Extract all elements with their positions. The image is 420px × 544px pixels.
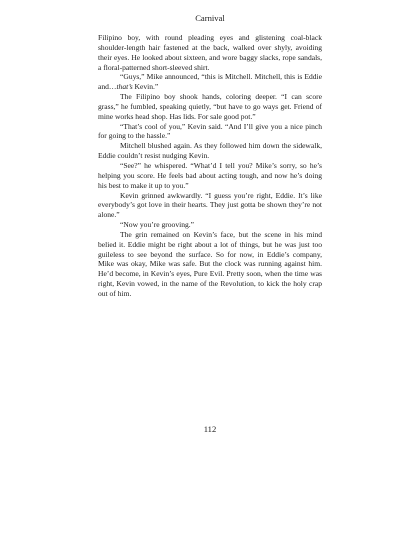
paragraph	[98, 72, 322, 92]
paragraph	[98, 33, 322, 72]
paragraph-text: “Now you’re grooving.”	[120, 220, 194, 230]
paragraph-text: Kevin.”	[132, 82, 159, 92]
paragraph	[98, 220, 322, 230]
paragraph	[98, 92, 322, 122]
italic-text: that’s	[116, 82, 133, 92]
running-head: Carnival	[195, 13, 225, 23]
paragraph-text: Kevin grinned awkwardly. “I guess you’re right, Eddie. It’s like everybody’s got love in their hearts. They just gotta be shown they’re not alone.”	[98, 190, 322, 220]
paragraph	[98, 161, 322, 191]
paragraph	[98, 230, 322, 299]
paragraph	[98, 122, 322, 142]
paragraph-text: “That’s cool of you,” Kevin said. “And I’ll give you a nice pinch for going to the hassle.”	[98, 121, 322, 141]
paragraph-text: The Filipino boy shook hands, coloring deeper. “I can score grass,” he fumbled, speaking quietly, “but have to go ways get. Friend of mine works head shop. Has lids. For sale good pot.”	[98, 92, 322, 121]
paragraph-text: Filipino boy, with round pleading eyes and glistening coal-black shoulder-length hair fastened at the back, walked over shyly, avoiding their eyes. He looked about sixteen, and wore baggy slacks, rope sandals, a floral-patterned short-sleeved shirt.	[98, 33, 322, 72]
paragraph-text: The grin remained on Kevin’s face, but the scene in his mind belied it. Eddie might be right about a lot of things, but he was just too guileless to see beyond the surface. So for now, in Eddie’s company, Mike was okay, Mike was safe. But the clock was running against him. He’d become, in Kevin’s eyes, Pure Evil. Pretty soon, when the time was right, Kevin vowed, in the name of the Revolution, to kick the holy crap out of him.	[98, 229, 322, 298]
paragraph-text: “See?” he whispered. “What’d I tell you? Mike’s sorry, so he’s helping you score. He feels bad about acting tough, and now he’s doing his best to make it up to you.”	[98, 160, 322, 190]
page-number: 112	[203, 424, 217, 434]
paragraph-text: Mitchell blushed again. As they followed him down the sidewalk, Eddie couldn’t resist nudging Kevin.	[98, 141, 322, 161]
paragraph-text: “Guys,” Mike announced, “this is Mitchell. Mitchell, this is Eddie and…	[98, 72, 322, 92]
paragraph	[98, 141, 322, 161]
body-text	[98, 33, 322, 299]
paragraph	[98, 191, 322, 221]
